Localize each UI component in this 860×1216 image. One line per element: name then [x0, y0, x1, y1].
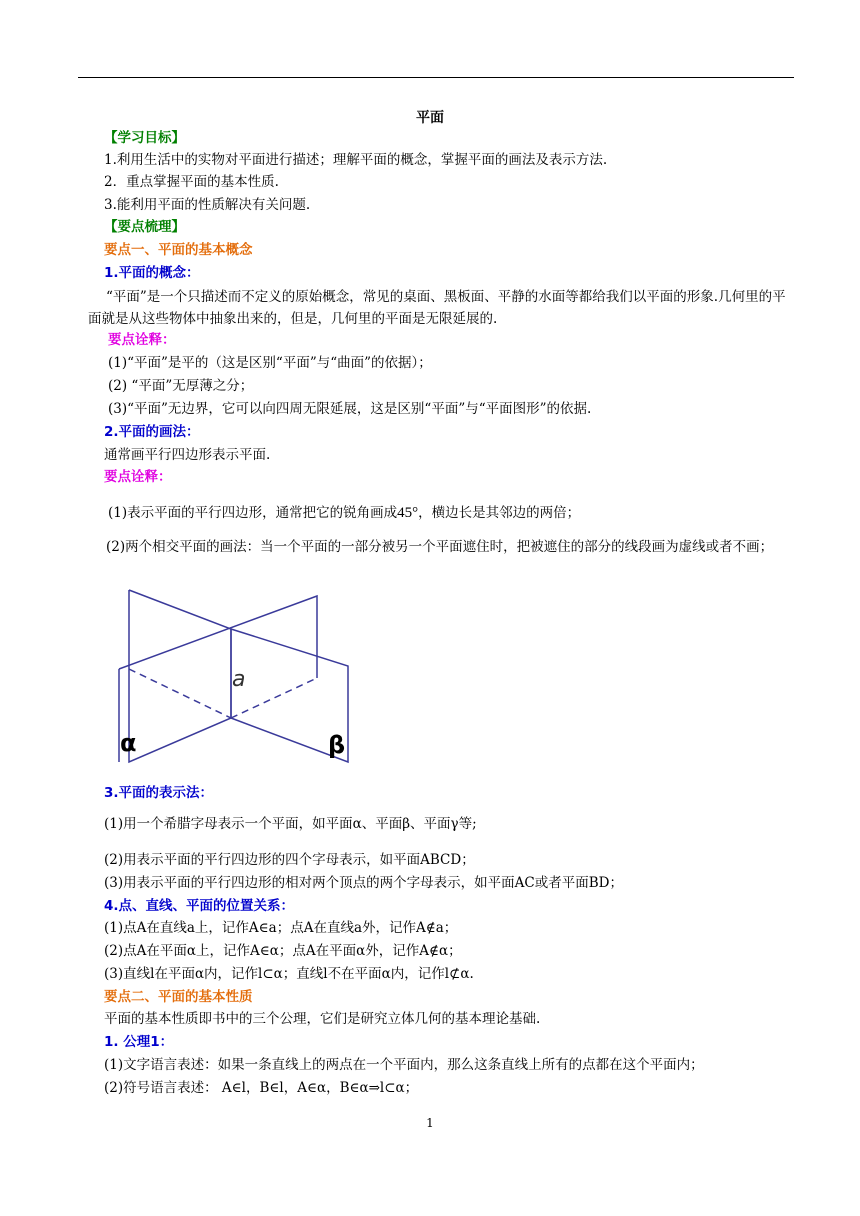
drawing-title: 2.平面的画法：: [104, 424, 200, 440]
note1-item: (2) “平面”无厚薄之分；: [108, 378, 254, 394]
relation-item: (3)直线l在平面α内，记作l⊂α；直线l不在平面α内，记作l⊄α.: [104, 966, 474, 982]
note2-item-1: (1)表示平面的平行四边形，通常把它的锐角画成45°，横边长是其邻边的两倍；: [108, 505, 581, 521]
plane-alpha-label: α: [120, 729, 137, 757]
goal-item: 1.利用生活中的实物对平面进行描述；理解平面的概念，掌握平面的画法及表示方法.: [104, 152, 608, 168]
note2-item-2: (2)两个相交平面的画法：当一个平面的一部分被另一个平面遮住时，把被遮住的部分的线段画为虚线或者不画；: [106, 539, 774, 555]
concept-paragraph: “平面”是一个只描述而不定义的原始概念，常见的桌面、黑板面、平静的水面等都给我们以平面的形象.几何里的平面就是从这些物体中抽象出来的，但是，几何里的平面是无限延展的.: [88, 289, 786, 327]
goal-item: 2．重点掌握平面的基本性质.: [104, 174, 279, 190]
relation-item: (1)点A在直线a上，记作A∈a；点A在直线a外，记作A∉a；: [104, 920, 458, 936]
header-rule: [78, 77, 794, 78]
notation-item: (1)用一个希腊字母表示一个平面，如平面α、平面β、平面γ等;: [104, 816, 477, 832]
notation-item: (2)用表示平面的平行四边形的四个字母表示，如平面ABCD；: [104, 852, 475, 868]
concept-title: 1.平面的概念：: [104, 265, 200, 281]
section1-heading: 要点一、平面的基本概念: [104, 242, 253, 258]
note2-title: 要点诠释：: [104, 469, 172, 485]
goals-header: 【学习目标】: [104, 130, 185, 146]
relation-title: 4.点、直线、平面的位置关系：: [104, 898, 295, 914]
page-title: 平面: [416, 110, 444, 126]
section2-heading: 要点二、平面的基本性质: [104, 989, 253, 1005]
axiom1-item: (1)文字语言表述：如果一条直线上的两点在一个平面内，那么这条直线上所有的点都在这个平面内；: [104, 1057, 704, 1073]
relation-item: (2)点A在平面α上，记作A∈α；点A在平面α外，记作A∉α；: [104, 943, 462, 959]
notation-title: 3.平面的表示法：: [104, 785, 214, 801]
intersecting-planes-figure: [112, 586, 352, 768]
note1-item: (3)“平面”无边界，它可以向四周无限延展，这是区别“平面”与“平面图形”的依据.: [108, 401, 592, 417]
plane-beta-label: β: [328, 731, 346, 759]
axiom1-item: (2)符号语言表述： A∈l，B∈l，A∈α，B∈α⇒l⊂α；: [104, 1080, 419, 1096]
notation-item: (3)用表示平面的平行四边形的相对两个顶点的两个字母表示，如平面AC或者平面BD；: [104, 875, 623, 891]
note1-item: (1)“平面”是平的（这是区别“平面”与“曲面”的依据）；: [108, 355, 432, 371]
page-number: 1: [426, 1116, 434, 1130]
line-label: a: [232, 667, 246, 692]
note1-title: 要点诠释：: [108, 332, 176, 348]
axiom1-title: 1. 公理1：: [104, 1034, 174, 1050]
section2-intro: 平面的基本性质即书中的三个公理，它们是研究立体几何的基本理论基础.: [104, 1011, 541, 1027]
drawing-text: 通常画平行四边形表示平面.: [104, 447, 271, 463]
points-header: 【要点梳理】: [104, 219, 185, 235]
goal-item: 3.能利用平面的性质解决有关问题.: [104, 197, 311, 213]
angle-value: 45°: [397, 505, 419, 521]
